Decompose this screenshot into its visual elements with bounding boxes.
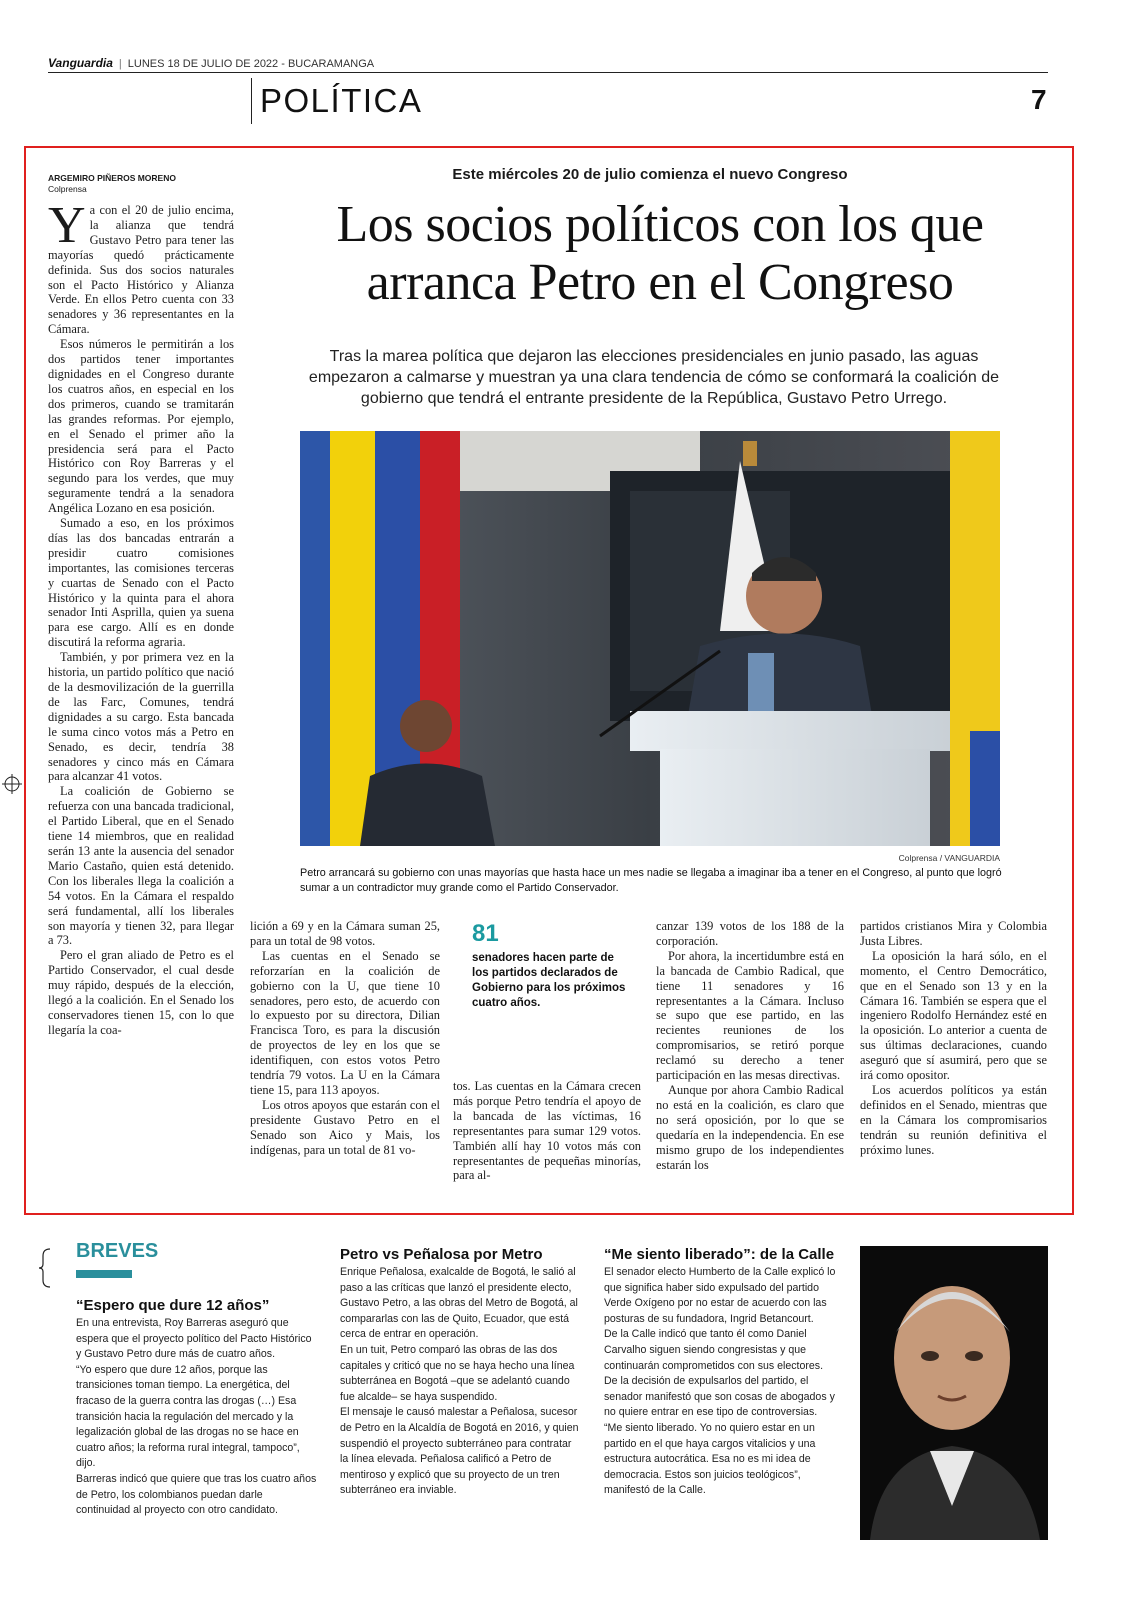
stat-text: senadores hacen parte de los partidos declarados de Gobierno para los próximos cuatro años. bbox=[472, 952, 626, 1009]
paragraph: Los otros apoyos que estarán con el presidente Gustavo Petro en el Senado son Aico y Mais, los indígenas, para un total de 81 vo- bbox=[250, 1097, 440, 1157]
byline bbox=[48, 173, 176, 195]
paragraph: partidos cristianos Mira y Colombia Justa Libres. bbox=[860, 919, 1047, 948]
masthead: Vanguardia | LUNES 18 DE JULIO DE 2022 - BUCARAMANGA bbox=[48, 56, 375, 70]
article-column-2 bbox=[250, 919, 440, 1158]
paragraph: En una entrevista, Roy Barreras aseguró que espera que el proyecto político del Pacto Histórico y Gustavo Petro dure más de cuatro años. bbox=[76, 1317, 312, 1361]
article-column-5 bbox=[860, 919, 1047, 1158]
photo-de-la-calle bbox=[860, 1246, 1048, 1540]
photo-caption: Petro arrancará su gobierno con unas mayorías que hasta hace un mes nadie se llegaba a imaginar iba a tener en el Congreso, al punto que logró sumar a un contradictor muy grande como el Partido Conservador. bbox=[300, 867, 1002, 894]
brief-title-1: “Espero que dure 12 años” bbox=[76, 1297, 270, 1314]
drop-cap: Y bbox=[48, 197, 86, 254]
photo-petro-podium bbox=[300, 431, 1000, 846]
breves-label: BREVES bbox=[76, 1240, 159, 1262]
paragraph: lición a 69 y en la Cámara suman 25, para un total de 98 votos. bbox=[250, 919, 440, 948]
author-name: ARGEMIRO PIÑEROS MORENO bbox=[48, 173, 176, 183]
paragraph: La coalición de Gobierno se refuerza con una bancada tradicional, el Partido Liberal, que en el Senado tiene 14 miembros, que en realidad serán 13 ante la ausencia del senador Mario Castaño, quien está detenido. Con los liberales llega la coalición a 54 votos. En la Cámara el respaldo será fundamental, allí los liberales son mayoría y tienen 32, para llegar a 73. bbox=[48, 784, 234, 948]
headline: Los socios políticos con los que arranca Petro en el Congreso bbox=[336, 196, 984, 311]
page-number: 7 bbox=[1031, 84, 1047, 115]
paragraph: Enrique Peñalosa, exalcalde de Bogotá, le salió al paso a las críticas que lanzó el presidente electo, Gustavo Petro, a las obras del Metro de Bogotá, al compararlas con las de Quito, Ecuador, que está cerca de entrar en operación. bbox=[340, 1266, 578, 1341]
paragraph: Esos números le permitirán a los dos partidos tener importantes dignidades en el Congreso durante los cuatros años, en especial en los dos primeros, cuando se tramitarán las grandes reformas. Por ejemplo, en el Senado el primer año la presidencia será para el Pacto Histórico con Roy Barreras y el segundo para los verdes, que muy seguramente tendrá a la senadora Angélica Lozano en esa posición. bbox=[48, 337, 234, 516]
section-divider bbox=[251, 78, 252, 124]
paragraph: El mensaje le causó malestar a Peñalosa, sucesor de Petro en la Alcaldía de Bogotá en 2016, y quien suspendió el proyecto subterráneo para contratar la línea elevada. Peñalosa calificó a Petro de mentiroso y explicó que su proyecto de un tren subterráneo era inviable. bbox=[340, 1406, 579, 1497]
paragraph: “Me siento liberado. Yo no quiero estar en un partido en el que haya cargos vitalicios y una estructura autocrática. Esa no es mi idea de democracia. Estos son juicios teológicos”, manifestó de la Calle. bbox=[604, 1421, 816, 1497]
article-column-3 bbox=[453, 1079, 641, 1183]
brief-body-2 bbox=[340, 1265, 580, 1499]
kicker: Este miércoles 20 de julio comienza el nuevo Congreso bbox=[452, 166, 848, 183]
brief-title-3: “Me siento liberado”: de la Calle bbox=[604, 1246, 835, 1263]
dateline: LUNES 18 DE JULIO DE 2022 - BUCARAMANGA bbox=[127, 58, 375, 70]
paragraph: Barreras indicó que quiere que tras los cuatro años de Petro, los colombianos puedan darle continuidad al proyecto con otro candidato. bbox=[76, 1472, 317, 1517]
paragraph: Por ahora, la incertidumbre está en la bancada de Cambio Radical, que tiene 11 senadores y 16 representantes a la Cámara. Incluso se supo que ese partido, en las recientes reuniones de los compromisarios, se retiró porque reclamó su derecho a tener participación en las mesas directivas. bbox=[656, 948, 844, 1083]
section-title: POLÍTICA bbox=[260, 82, 423, 119]
brief-title-2: Petro vs Peñalosa por Metro bbox=[340, 1246, 543, 1263]
registration-mark-icon bbox=[2, 774, 22, 794]
paragraph: “Yo espero que dure 12 años, porque las transiciones toman tiempo. La energética, del fracaso de la guerra contra las drogas (…) Esa transición hacia la regulación del mercado y la legalización global de las drogas no se hace en cuatro años; la reforma rural integral, tampoco”, dijo. bbox=[76, 1363, 300, 1470]
paragraph: En un tuit, Petro comparó las obras de las dos capitales y criticó que no se haya hecho una línea subterránea en Bogotá –que se adelantó cuando fue alcalde– se haya suspendido. bbox=[340, 1343, 575, 1403]
stat-number: 81 bbox=[472, 920, 499, 947]
header-rule bbox=[48, 72, 1048, 73]
photo-credit: Colprensa / VANGUARDIA bbox=[898, 853, 1000, 863]
brief-body-3 bbox=[604, 1265, 848, 1499]
paragraph: Pero el gran aliado de Petro es el Partido Conservador, el cual desde muy rápido, después de la elección, llegó a la coalición. En el Senado los conservadores tienen 15, con lo que llegaría la coa- bbox=[48, 948, 234, 1037]
brand-logo: Vanguardia bbox=[48, 56, 113, 70]
lede: Tras la marea política que dejaron las elecciones presidenciales en junio pasado, las aguas empezaron a calmarse y muestran ya una clara tendencia de cómo se conformará la coalición de gobierno que tendrá el entrante presidente de la República, Gustavo Petro Urrego. bbox=[308, 348, 1000, 407]
paragraph: Los acuerdos políticos ya están definidos en el Senado, mientras que en la Cámara los compromisarios tendrán su reunión definitiva el próximo lunes. bbox=[860, 1082, 1047, 1157]
paragraph: Ya con el 20 de julio encima, la alianza que tendrá Gustavo Petro para tener las mayorías quedó prácticamente definida. Sus dos socios naturales son el Pacto Histórico y Alianza Verde. En ellos Petro cuenta con 33 senadores y 36 representantes en la Cámara. bbox=[48, 197, 234, 337]
paragraph: El senador electo Humberto de la Calle explicó lo que significa haber sido expulsado del partido Verde Oxígeno por no estar de acuerdo con las posturas de su fundadora, Ingrid Betancourt. bbox=[604, 1266, 836, 1325]
paragraph: De la decisión de expulsarlos del partido, el senador manifestó que son cosas de abogados y no quiere entrar en ese tipo de controversias. bbox=[604, 1375, 835, 1419]
paragraph: También, y por primera vez en la historia, un partido político que nació de la desmovilización de la guerrilla de las Farc, Comunes, tendrá dignidades a su cargo. Esta bancada le suma cinco votos más a Petro en Senado, es decir, tendría 38 senadores y cinco más en Cámara para alcanzar 41 votos. bbox=[48, 650, 234, 784]
article-column-4 bbox=[656, 919, 844, 1172]
portrait-photo bbox=[860, 1246, 1048, 1540]
article-column-1 bbox=[48, 197, 234, 1038]
paragraph: canzar 139 votos de los 188 de la corporación. bbox=[656, 919, 844, 948]
paragraph: Aunque por ahora Cambio Radical no está en la coalición, es claro que no será oposición, por lo que se quedaría en la independencia. En ese mismo grupo de los independientes estarán los bbox=[656, 1082, 844, 1172]
article-photo bbox=[300, 431, 1000, 846]
paragraph: De la Calle indicó que tanto él como Daniel Carvalho siguen siendo congresistas y que continuarán comprometidos con sus electores. bbox=[604, 1328, 824, 1372]
brief-body-1 bbox=[76, 1316, 318, 1519]
paragraph: Sumado a eso, en los próximos días las dos bancadas entrarán a presidir cuatro comisiones importantes, las comisiones terceras y cuartas de Senado con el Pacto Histórico y la quinta para el ahora senador Inti Asprilla, quien ya suena para ese cargo. Allí es en donde discutirá la reforma agraria. bbox=[48, 516, 234, 650]
breves-accent-bar bbox=[76, 1270, 132, 1278]
paragraph: Las cuentas en el Senado se reforzarían en la coalición de gobierno con la U, que tiene 10 senadores, pero esto, de acuerdo con lo expuesto por su directora, Dilian Francisca Toro, es para la discusión de proyectos de ley en los que se identifiquen, con estos votos Petro tendría 79 votos. La U en la Cámara tiene 15, para 113 apoyos. bbox=[250, 948, 440, 1097]
paragraph: tos. Las cuentas en la Cámara crecen más porque Petro tendría el apoyo de la bancada de las víctimas, 16 representantes para sumar 129 votos. También allí hay 10 votos más con representantes de pequeñas minorías, para al- bbox=[453, 1079, 641, 1183]
paragraph: La oposición la hará sólo, en el momento, el Centro Democrático, que en el Senado son 13 y en la Cámara 16. También se espera que el ingeniero Rodolfo Hernández esté en la oposición. Lo anterior a cuenta de sus últimas declaraciones, cuando aseguró que sí asumirá, pero que se irá como opositor. bbox=[860, 948, 1047, 1083]
agency: Colprensa bbox=[48, 184, 87, 194]
brace-icon bbox=[38, 1248, 52, 1288]
